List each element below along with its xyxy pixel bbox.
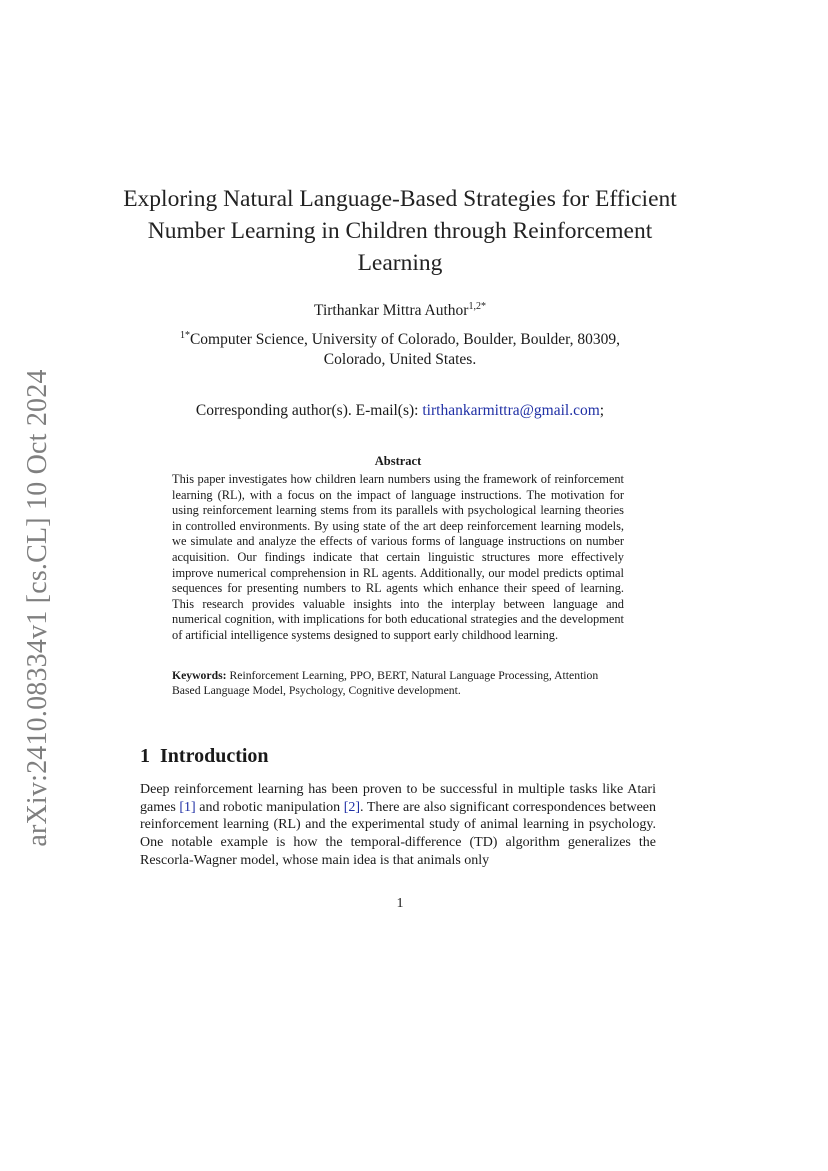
page-number: 1 xyxy=(396,896,404,911)
section-number: 1 xyxy=(140,745,150,767)
arxiv-identifier-stamp: arXiv:2410.08334v1 [cs.CL] 10 Oct 2024 xyxy=(22,369,53,847)
keywords-list: Reinforcement Learning, PPO, BERT, Natural Language Processing, Attention Based Language Model, Psychology, Cognitive development. xyxy=(172,669,599,697)
corresponding-label: Corresponding author(s). E-mail(s): xyxy=(195,402,423,419)
abstract-heading: Abstract xyxy=(374,454,422,468)
author-name: Tirthankar Mittra Author xyxy=(314,302,469,319)
affiliation xyxy=(150,330,650,370)
author-affiliation-marker: 1,2* xyxy=(468,300,486,312)
author-line xyxy=(150,302,650,320)
email-link[interactable]: tirthankarmittra@gmail.com xyxy=(422,402,600,419)
citation-link[interactable]: [2] xyxy=(343,799,361,815)
intro-text-1: Deep reinforcement learning has been proven to be successful in multiple tasks like Atari games xyxy=(140,782,656,815)
intro-text-2: and robotic manipulation xyxy=(195,799,344,815)
affiliation-marker: 1* xyxy=(179,329,190,341)
keywords xyxy=(172,668,624,698)
section-title: Introduction xyxy=(160,745,269,767)
intro-text-3: . There are also significant correspondences between reinforcement learning (RL) and the experimental study of animal learning in psychology. One notable example is how the temporal-difference (TD) algorithm generalizes the Rescorla-Wagner model, whose main idea is that animals only xyxy=(140,799,657,868)
corresponding-author xyxy=(120,402,680,420)
section-heading xyxy=(140,745,269,768)
intro-paragraph xyxy=(140,781,656,870)
affiliation-text: Computer Science, University of Colorado, Boulder, Boulder, 80309, Colorado, United States. xyxy=(189,331,621,368)
email-suffix: ; xyxy=(599,402,605,419)
keywords-label: Keywords: xyxy=(172,669,227,682)
abstract-text: This paper investigates how children learn numbers using the framework of reinforcement learning (RL), with a focus on the impact of language instructions. The motivation for using reinforcement learning stems from its parallels with psychological learning theories in controlled environments. By using state of the art deep reinforcement learning models, we simulate and analyze the effects of various forms of language instructions on number acquisition. Our findings indicate that certain linguistic structures more effectively improve numerical comprehension in RL agents. Additionally, our model predicts optimal sequences for presenting numbers to RL agents which enhance their speed of learning. This research provides valuable insights into the interplay between language and numerical cognition, with implications for both educational strategies and the development of artificial intelligence systems designed to support early childhood learning. xyxy=(172,472,624,642)
paper-title: Exploring Natural Language-Based Strategies for Efficient Number Learning in Children through Reinforcement Learning xyxy=(123,186,677,276)
citation-link[interactable]: [1] xyxy=(179,799,196,815)
